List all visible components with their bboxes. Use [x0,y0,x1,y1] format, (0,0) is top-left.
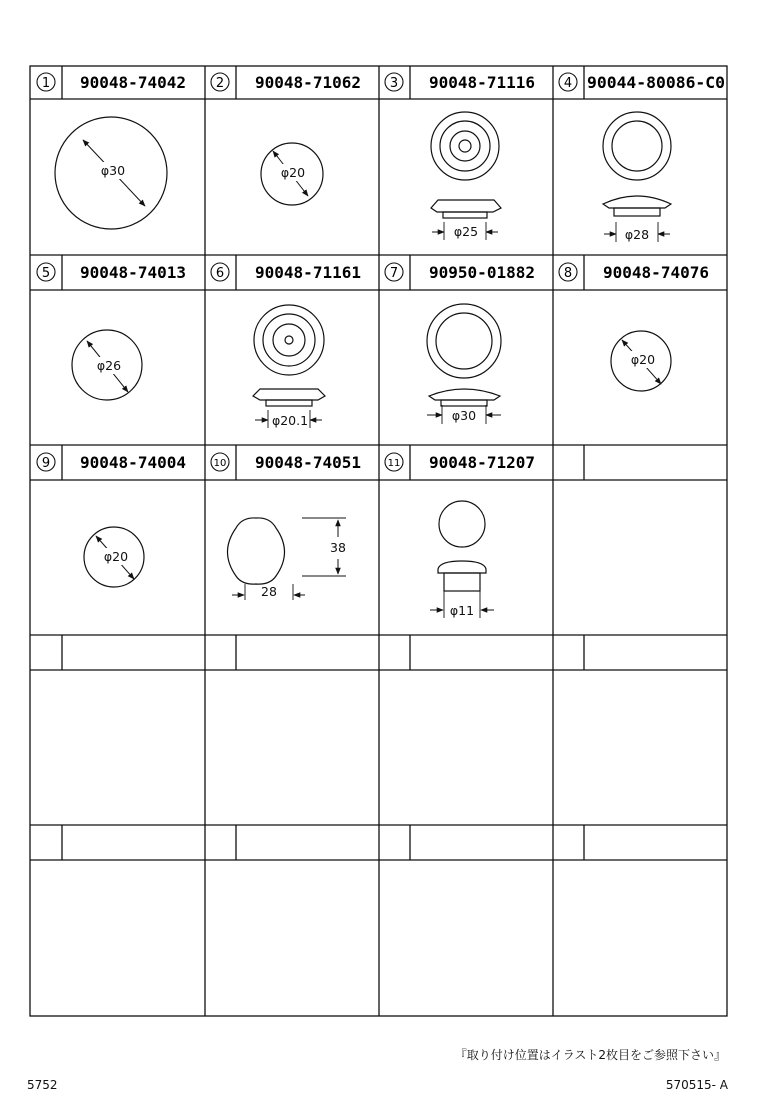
part-number[interactable]: 90048-74076 [603,263,709,282]
plug-side-view [253,389,325,400]
drawing-4 [603,112,671,242]
part-number[interactable]: 90048-74042 [80,73,186,92]
plug-top-view [431,112,499,180]
cell-7-header [385,263,535,282]
dimension-label: φ20 [630,352,656,367]
drawing-10 [228,518,347,600]
dimension-label: φ20.1 [271,413,309,428]
item-number: 3 [389,76,399,91]
part-number[interactable]: 90048-74004 [80,453,186,472]
item-number: 5 [41,266,51,281]
drawing-11 [430,501,494,618]
part-number[interactable]: 90048-71116 [429,73,535,92]
dimension-label: φ30 [100,163,126,178]
item-number: 8 [563,266,573,281]
dimension-label: φ26 [96,358,122,373]
part-number[interactable]: 90044-80086-C0 [587,73,725,92]
item-number: 7 [389,266,399,281]
plug-top-view [439,501,485,547]
dimension-label-height: 38 [330,540,346,555]
drawing-7 [427,304,501,424]
plug-top-view [603,112,671,180]
part-number[interactable]: 90048-71161 [255,263,361,282]
part-number[interactable]: 90950-01882 [429,263,535,282]
part-number[interactable]: 90048-74051 [255,453,361,472]
dimension-label-width: 28 [261,584,277,599]
item-number: 6 [215,266,225,281]
cell-10-header [211,453,361,472]
plug-side-view [429,389,500,400]
plug-top-view [254,305,324,375]
item-number: 2 [215,76,225,91]
mounting-note: 『取り付け位置はイラスト2枚目をご参照下さい』 [454,1048,726,1062]
drawing-9 [84,527,144,587]
part-number[interactable]: 90048-74013 [80,263,186,282]
page-id: 5752 [27,1078,58,1092]
dimension-label: φ28 [624,227,650,242]
dimension-label: φ30 [451,408,477,423]
item-number: 11 [387,458,401,469]
cell-2-header [211,73,361,92]
drawing-3 [431,112,501,240]
cell-1-header [37,73,186,92]
dimension-label: φ11 [449,603,475,618]
cell-5-header [37,263,186,282]
cell-9-header [37,453,186,472]
plug-top-view [427,304,501,378]
drawing-5 [72,330,142,400]
drawing-6 [253,305,325,428]
cell-11-header [385,453,535,472]
oval-plug-outline [228,518,285,584]
drawing-1 [55,117,167,229]
dimension-label: φ20 [103,549,129,564]
item-number: 1 [41,76,51,91]
item-number: 4 [563,76,573,91]
dimension-label: φ25 [453,224,479,239]
drawing-code: 570515- A [665,1078,728,1092]
plug-side-view [431,200,501,212]
part-number[interactable]: 90048-71062 [255,73,361,92]
plug-side-view [438,561,486,573]
item-number: 9 [41,456,51,471]
cell-8-header [559,263,709,282]
cell-3-header [385,73,535,92]
drawing-2 [261,143,323,205]
dimension-label: φ20 [280,165,306,180]
plug-side-view [603,196,671,208]
cell-6-header [211,263,361,282]
item-number: 10 [213,458,227,469]
part-number[interactable]: 90048-71207 [429,453,535,472]
drawing-8 [611,331,671,391]
